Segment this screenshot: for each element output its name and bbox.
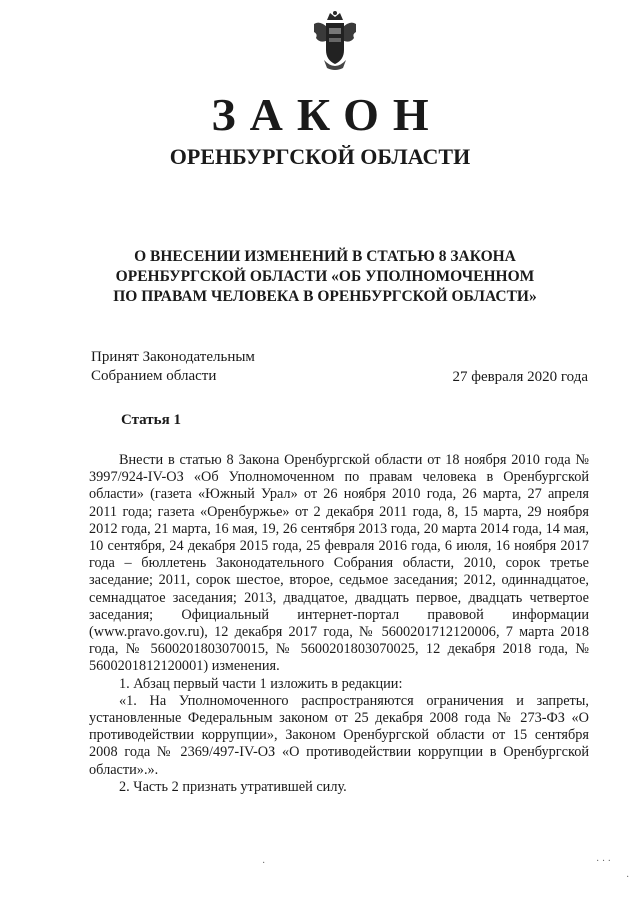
paragraph: Внести в статью 8 Закона Оренбургской области от 18 ноября 2010 года № 3997/924-IV-ОЗ «Об Уполномоченном по правам человека в Оренбургской области» (газета «Южный Урал» от 26 ноября 2010 года, 26 марта, 27 апреля 2011 года; газета «Оренбуржье» от 2 декабря 2011 года, 8, 15 марта, 29 ноября 2012 года, 21 марта, 16 мая, 19, 26 сентября 2013 года, 20 марта 2014 года, 14 мая, 10 сентября, 24 декабря 2015 года, 25 февраля 2016 года, 6 июля, 16 ноября 2017 года – бюллетень Законодательного Собрания области, 2010, сорок третье заседание; 2011, сорок шестое, второе, седьмое заседания; 2012, одиннадцатое, семнадцатое заседания; 2013, двадцатое, двадцать первое, двадцать четвертое заседания; Официальный интернет-портал правовой информации (www.pravo.gov.ru), 12 декабря 2017 года, № 5600201712120006, 7 марта 2018 года, № 5600201803070015, № 5600201803070025, 12 декабря 2018 года, № 5600201812120001) изменения.: [89, 452, 589, 675]
adoption-date: 27 февраля 2020 года: [452, 369, 588, 385]
paragraph: 1. Абзац первый части 1 изложить в редакции:: [119, 675, 403, 692]
paragraph: 2. Часть 2 признать утратившей силу.: [119, 778, 347, 795]
law-title-line: ОРЕНБУРГСКОЙ ОБЛАСТИ «ОБ УПОЛНОМОЧЕННОМ: [115, 268, 535, 285]
scan-speck: ·: [262, 858, 266, 869]
law-title: [90, 247, 560, 307]
article-body: [89, 452, 589, 796]
scan-speck: · · ·: [596, 856, 611, 867]
adoption-line: Собранием области: [91, 368, 217, 384]
law-title-line: О ВНЕСЕНИИ ИЗМЕНЕНИЙ В СТАТЬЮ 8 ЗАКОНА: [134, 248, 516, 265]
adoption-line: Принят Законодательным: [91, 349, 255, 365]
document-region: ОРЕНБУРГСКОЙ ОБЛАСТИ: [169, 144, 471, 169]
document-title: ЗАКОН: [211, 89, 443, 140]
article-heading: Статья 1: [121, 412, 181, 428]
adoption-info: [91, 348, 255, 386]
paragraph: «1. На Уполномоченного распространяются ограничения и запреты, установленные Федеральным законом от 25 декабря 2008 года № 273-ФЗ «О противодействии коррупции», Законом Оренбургской области от 15 сентября 2008 года № 2369/497-IV-ОЗ «О противодействии коррупции в Оренбургской области».».: [89, 692, 589, 778]
law-title-line: ПО ПРАВАМ ЧЕЛОВЕКА В ОРЕНБУРГСКОЙ ОБЛАСТИ»: [113, 288, 537, 305]
coat-of-arms-icon: [310, 10, 360, 72]
scan-speck: ·: [626, 872, 630, 883]
